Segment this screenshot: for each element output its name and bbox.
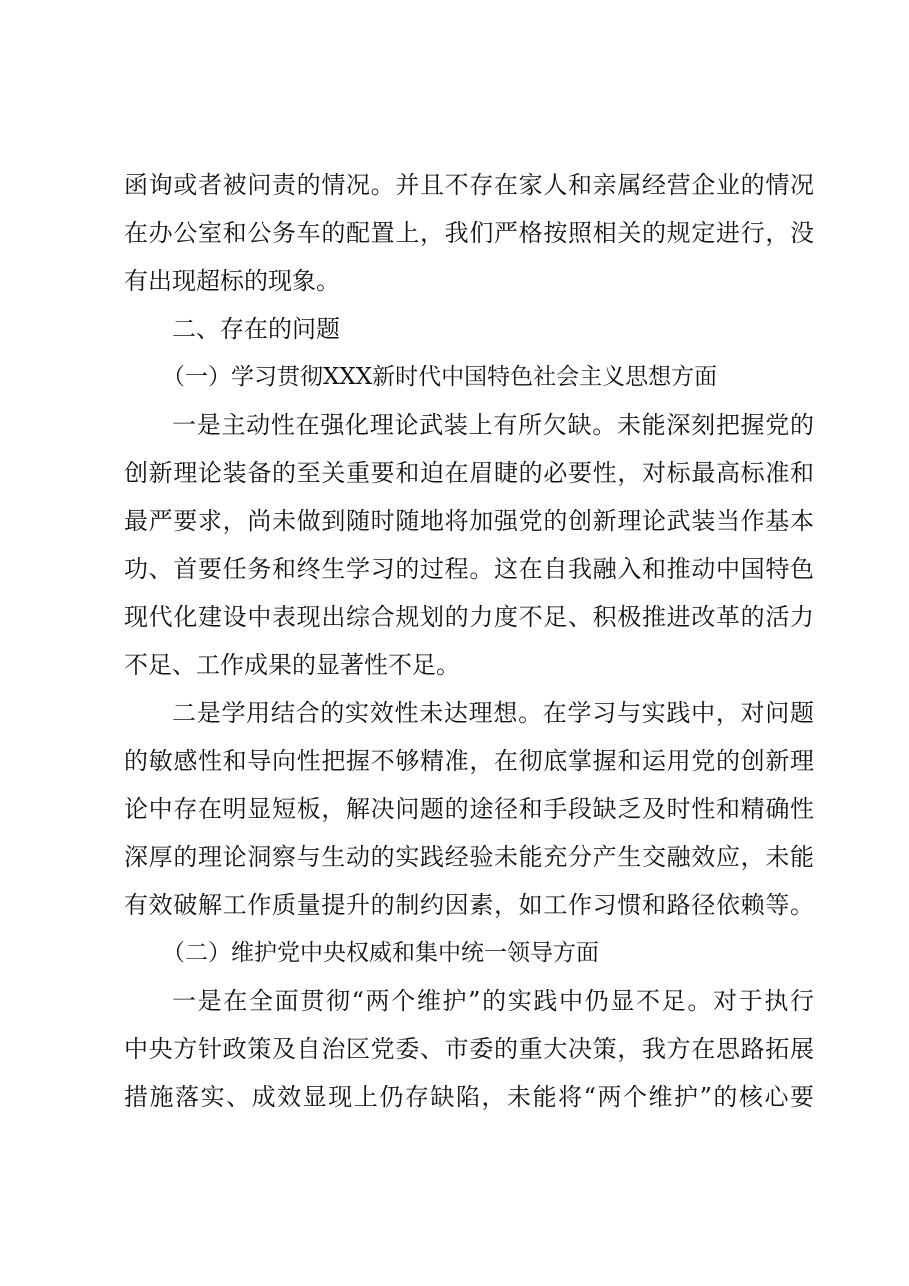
text-line: 深厚的理论洞察与生动的实践经验未能充分产生交融效应，未能 xyxy=(124,843,814,871)
text-line: 函询或者被问责的情况。并且不存在家人和亲属经营企业的情况 xyxy=(124,171,814,199)
text-line: 最严要求，尚未做到随时随地将加强党的创新理论武装当作基本 xyxy=(124,507,814,535)
text-line: 在办公室和公务车的配置上，我们严格按照相关的规定进行，没 xyxy=(124,219,814,247)
paragraph-first-line: 二是学用结合的实效性未达理想。在学习与实践中，对问题 xyxy=(172,699,814,727)
text-line: 有效破解工作质量提升的制约因素，如工作习惯和路径依赖等。 xyxy=(124,891,814,919)
text-line: 现代化建设中表现出综合规划的力度不足、积极推进改革的活力 xyxy=(124,603,814,631)
text-line: 不足、工作成果的显著性不足。 xyxy=(124,651,460,679)
text-line: 的敏感性和导向性把握不够精准，在彻底掌握和运用党的创新理 xyxy=(124,747,814,775)
paragraph-first-line: 一是在全面贯彻“两个维护”的实践中仍显不足。对于执行 xyxy=(172,987,814,1015)
subsection-heading: （一）学习贯彻XXX新时代中国特色社会主义思想方面 xyxy=(162,364,718,390)
text-line: 有出现超标的现象。 xyxy=(124,267,340,295)
text-line: 功、首要任务和终生学习的过程。这在自我融入和推动中国特色 xyxy=(124,555,814,583)
section-heading: 二、存在的问题 xyxy=(172,315,340,343)
text-line: 措施落实、成效显现上仍存缺陷，未能将“两个维护”的核心要 xyxy=(124,1083,814,1111)
text-line: 论中存在明显短板，解决问题的途径和手段缺乏及时性和精确性 xyxy=(124,795,814,823)
text-line: 中央方针政策及自治区党委、市委的重大决策，我方在思路拓展 xyxy=(124,1035,814,1063)
text-line: 创新理论装备的至关重要和迫在眉睫的必要性，对标最高标准和 xyxy=(124,459,814,487)
paragraph-first-line: 一是主动性在强化理论武装上有所欠缺。未能深刻把握党的 xyxy=(172,411,814,439)
subsection-heading: （二）维护党中央权威和集中统一领导方面 xyxy=(162,940,599,966)
